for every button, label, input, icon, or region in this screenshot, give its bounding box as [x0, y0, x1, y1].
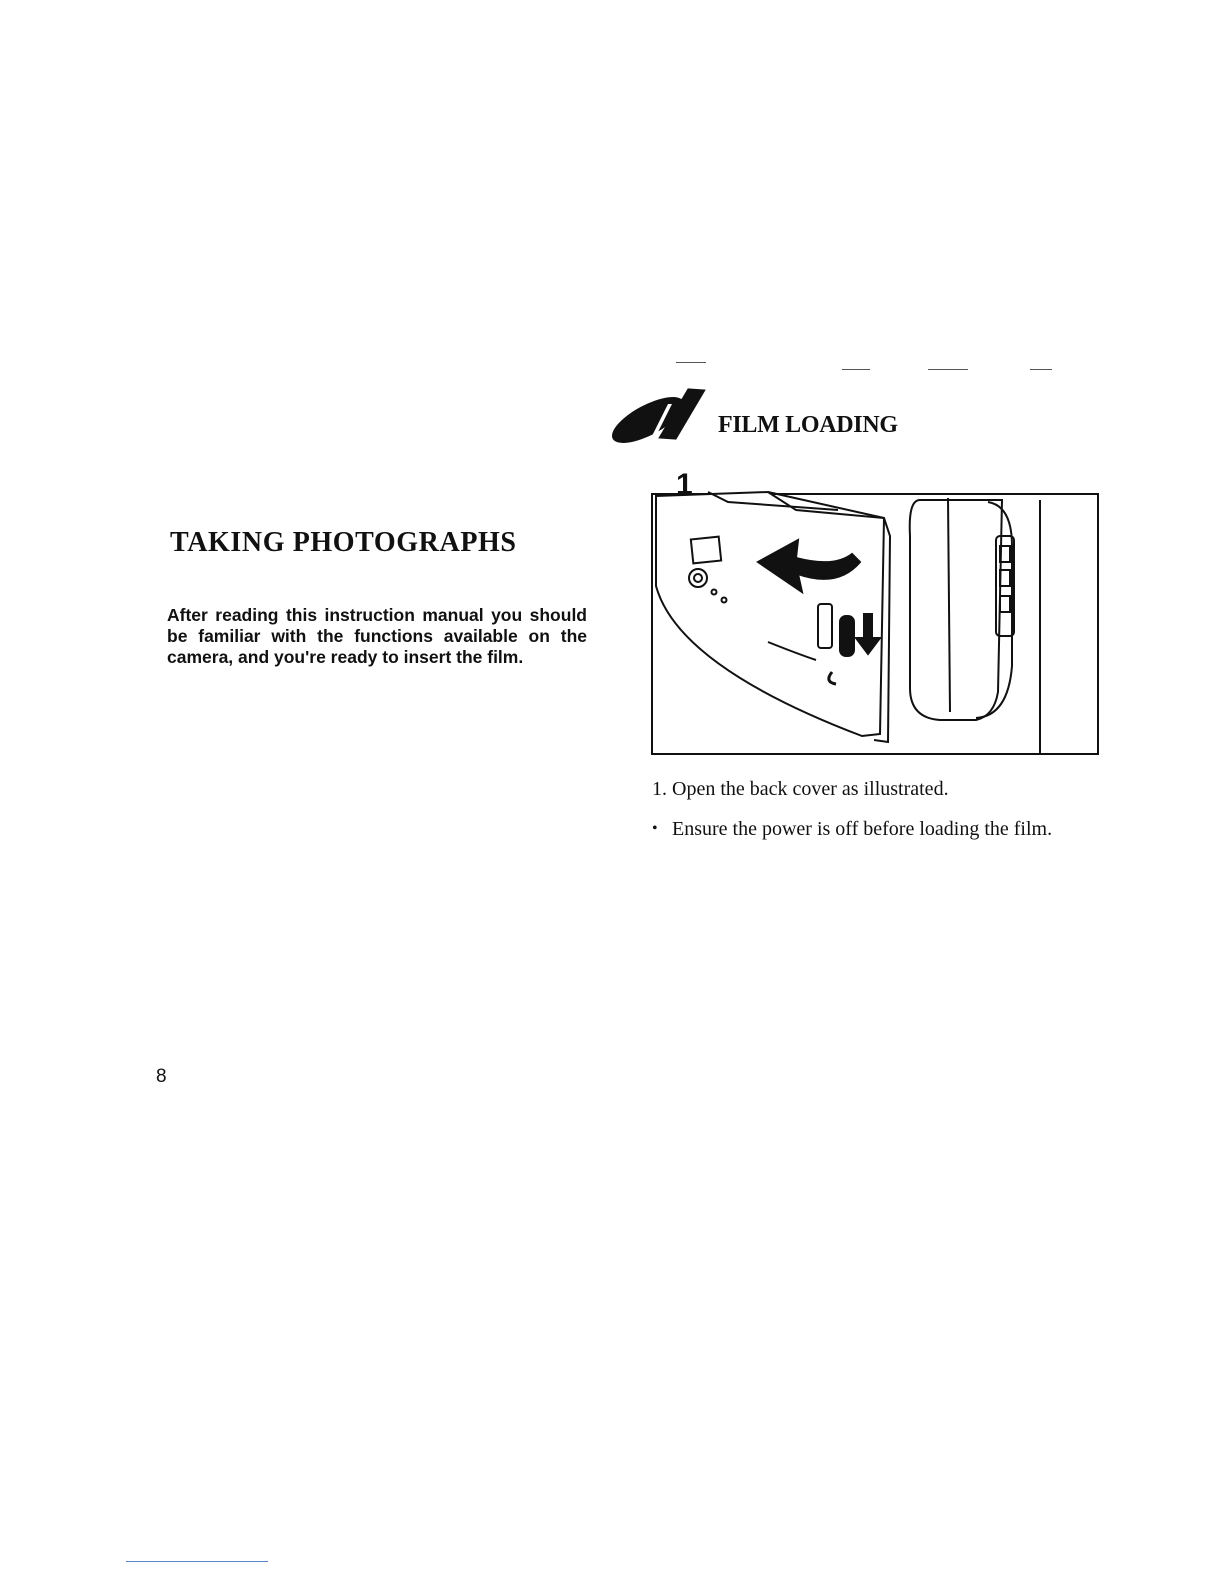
- page-number: 8: [156, 1066, 167, 1087]
- figure-step-label: 1: [676, 468, 693, 501]
- note-text: Ensure the power is off before loading the film.: [672, 818, 1053, 840]
- page-heading: TAKING PHOTOGRAPHS: [170, 527, 517, 558]
- step-instruction: 1. Open the back cover as illustrated.: [652, 778, 949, 800]
- film-loading-logo-icon: [608, 382, 718, 444]
- scan-mark: [842, 369, 870, 370]
- scan-mark: [676, 362, 706, 363]
- section-title: FILM LOADING: [718, 412, 898, 438]
- bottom-rule: [126, 1561, 268, 1562]
- camera-back-cover-open-illustration: [648, 466, 1102, 758]
- scan-mark: [928, 369, 968, 370]
- note-list-item: [652, 819, 1094, 839]
- scan-mark: [1030, 369, 1052, 370]
- intro-paragraph: After reading this instruction manual you should be familiar with the functions available on the camera, and you're ready to insert the film.: [167, 605, 587, 667]
- bullet: •: [652, 820, 658, 837]
